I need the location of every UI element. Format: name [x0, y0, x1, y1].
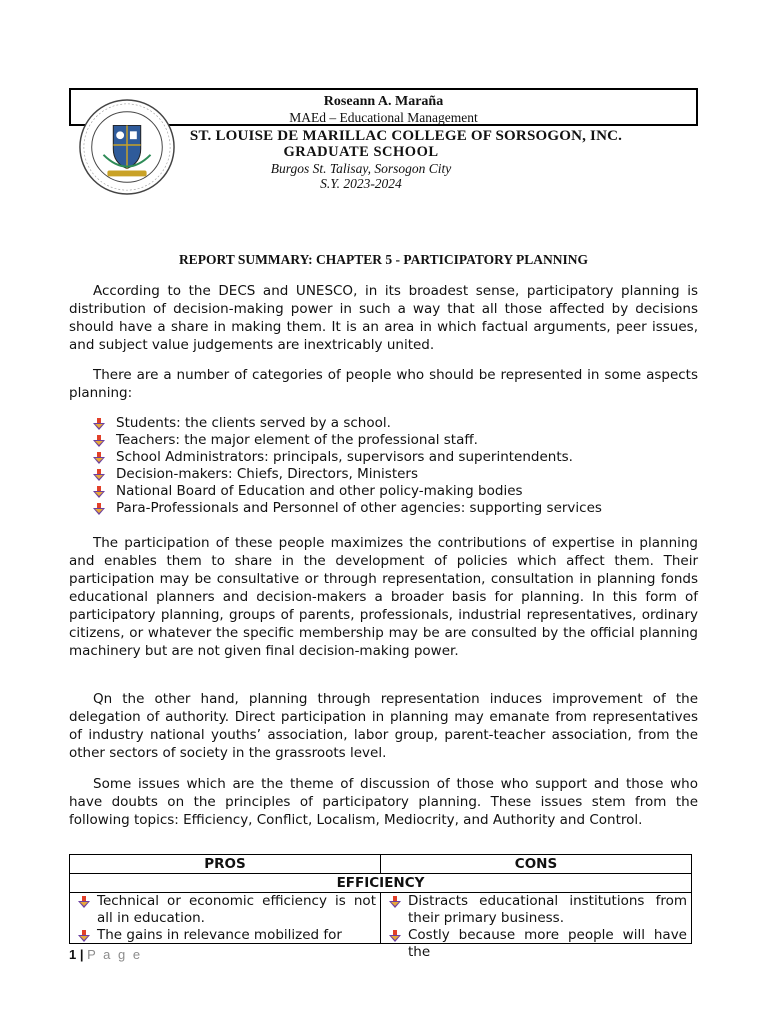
- list-item: School Administrators: principals, supervisors and superintendents.: [93, 449, 602, 466]
- arrow-bullet-icon: [389, 896, 401, 908]
- paragraph-categories-intro: There are a number of categories of people who should be represented in some aspects planning:: [69, 367, 698, 401]
- arrow-bullet-icon: [93, 452, 105, 464]
- paragraph-definition: According to the DECS and UNESCO, in its broadest sense, participatory planning is distribution of decision-making power in such a way that all those affected by decisions should have a share in making them. It is an area in which factual arguments, peer issues, and subject value judgements are inextricably united.: [69, 283, 698, 353]
- paragraph-participation: The participation of these people maximizes the contributions of expertise in planning and enables them to share in the development of policies which affect them. Their participation may be consultative or through representation, consultation in planning fonds educational planners and decision-makers a broader basis for planning. In this form of participatory planning, groups of parents, professionals, industrial representatives, ordinary citizens, or whatever the specific membership may be are consulted by the official planning machinery but are not given final decision-making power.: [69, 535, 698, 659]
- pros-item: Technical or economic efficiency is not all in education.: [74, 893, 376, 927]
- paragraph-representation: Qn the other hand, planning through representation induces improvement of the delegation of authority. Direct participation in planning may emanate from representatives of industry national youths’ association, labor group, parent-teacher association, from the other sectors of society in the grassroots level.: [69, 691, 698, 761]
- cons-cell: [381, 893, 692, 960]
- department-name: GRADUATE SCHOOL: [283, 144, 439, 160]
- arrow-bullet-icon: [78, 896, 90, 908]
- school-year: S.Y. 2023-2024: [320, 176, 402, 191]
- pros-header: PROS: [70, 855, 381, 874]
- arrow-bullet-icon: [93, 503, 105, 515]
- cons-item: Costly because more people will have the: [385, 927, 687, 961]
- page-footer: [69, 947, 142, 962]
- footer-separator: |: [79, 947, 84, 962]
- college-seal-icon: [78, 98, 176, 196]
- arrow-bullet-icon: [93, 486, 105, 498]
- efficiency-section-heading: EFFICIENCY: [70, 874, 692, 893]
- arrow-bullet-icon: [389, 930, 401, 942]
- categories-list: [93, 415, 602, 517]
- list-item: National Board of Education and other policy-making bodies: [93, 483, 602, 500]
- cons-header: CONS: [381, 855, 692, 874]
- pros-item: The gains in relevance mobilized for: [74, 927, 376, 944]
- arrow-bullet-icon: [93, 418, 105, 430]
- paragraph-issues: Some issues which are the theme of discussion of those who support and those who have doubts on the principles of participatory planning. These issues stem from the following topics: Efficiency, Conflict, Localism, Mediocrity, and Authority and Control.: [69, 776, 698, 828]
- report-title: REPORT SUMMARY: CHAPTER 5 - PARTICIPATORY PLANNING: [178, 252, 589, 267]
- school-address: Burgos St. Talisay, Sorsogon City: [270, 161, 452, 176]
- page-number: 1: [69, 947, 77, 962]
- cons-item: Distracts educational institutions from their primary business.: [385, 893, 687, 927]
- program-name: MAEd – Educational Management: [289, 110, 478, 125]
- arrow-bullet-icon: [93, 469, 105, 481]
- list-item: Teachers: the major element of the professional staff.: [93, 432, 602, 449]
- author-name: Roseann A. Maraña: [323, 94, 444, 109]
- list-item: Students: the clients served by a school.: [93, 415, 602, 432]
- arrow-bullet-icon: [78, 930, 90, 942]
- pros-cell: [70, 893, 381, 944]
- school-name: ST. LOUISE DE MARILLAC COLLEGE OF SORSOGON, INC.: [189, 128, 623, 144]
- list-item: Decision-makers: Chiefs, Directors, Ministers: [93, 466, 602, 483]
- arrow-bullet-icon: [93, 435, 105, 447]
- list-item: Para-Professionals and Personnel of other agencies: supporting services: [93, 500, 602, 517]
- page-label: P a g e: [87, 947, 143, 962]
